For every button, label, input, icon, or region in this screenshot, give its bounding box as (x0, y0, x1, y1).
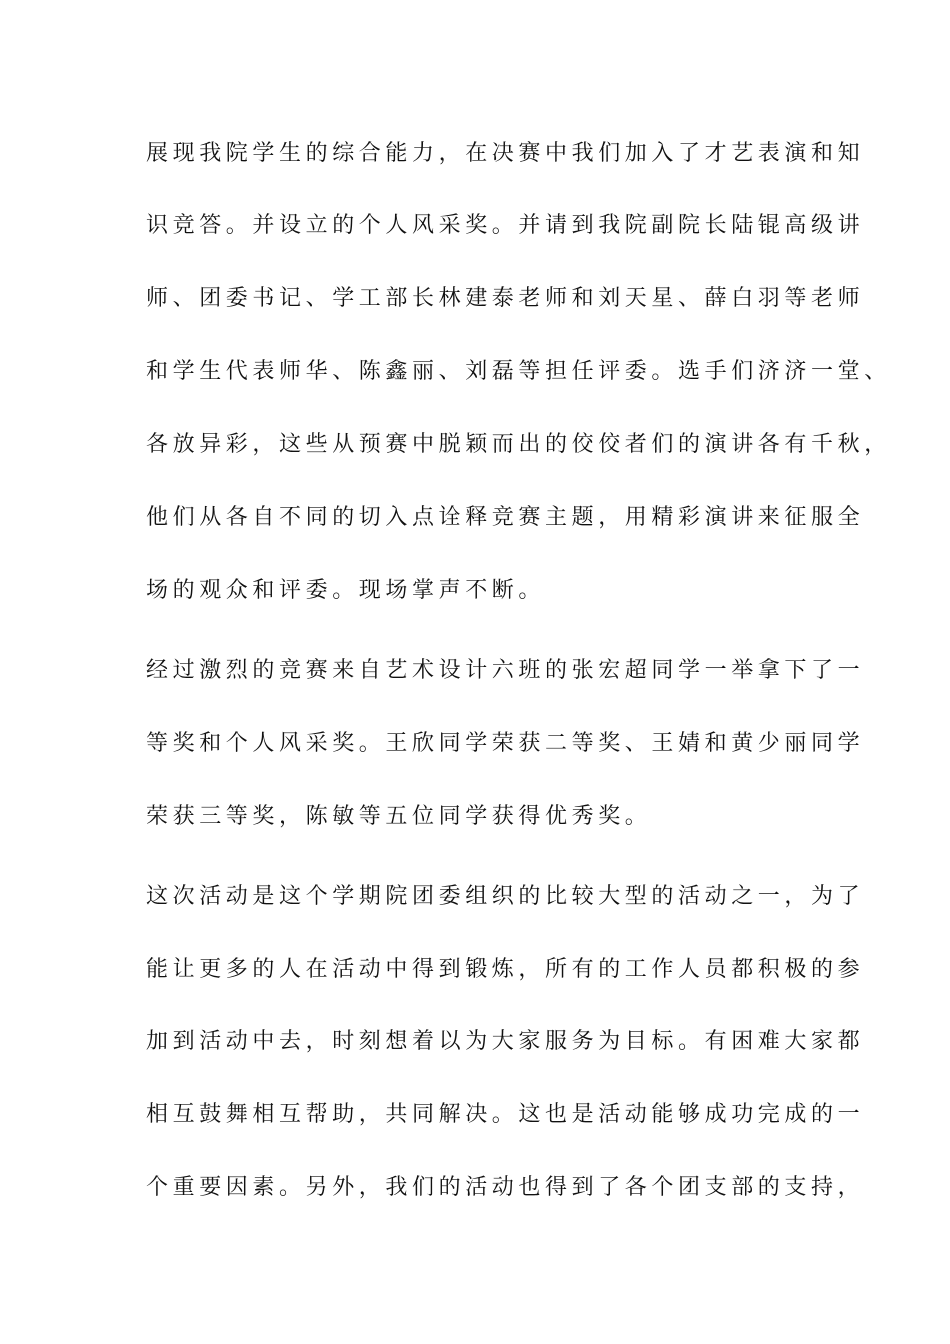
text-line: 个重要因素。另外，我们的活动也得到了各个团支部的支持， (146, 1175, 865, 1200)
text-line: 加到活动中去，时刻想着以为大家服务为目标。有困难大家都 (146, 1029, 865, 1054)
text-line: 荣获三等奖，陈敏等五位同学获得优秀奖。 (146, 804, 652, 829)
text-line: 展现我院学生的综合能力，在决赛中我们加入了才艺表演和知 (146, 141, 865, 166)
text-line: 能让更多的人在活动中得到锻炼，所有的工作人员都积极的参 (146, 957, 865, 982)
text-line: 他们从各自不同的切入点诠释竞赛主题，用精彩演讲来征服全 (146, 505, 865, 530)
text-line: 师、团委书记、学工部长林建泰老师和刘天星、薛白羽等老师 (146, 286, 865, 311)
text-line: 这次活动是这个学期院团委组织的比较大型的活动之一，为了 (146, 884, 865, 909)
text-line: 各放异彩，这些从预赛中脱颖而出的佼佼者们的演讲各有千秋， (146, 432, 891, 457)
text-line: 等奖和个人风采奖。王欣同学荣获二等奖、王婧和黄少丽同学 (146, 731, 865, 756)
text-line: 识竞答。并设立的个人风采奖。并请到我院副院长陆锟高级讲 (146, 213, 865, 238)
text-line: 场的观众和评委。现场掌声不断。 (146, 578, 546, 603)
text-line: 相互鼓舞相互帮助，共同解决。这也是活动能够成功完成的一 (146, 1102, 865, 1127)
text-line: 经过激烈的竞赛来自艺术设计六班的张宏超同学一举拿下了一 (146, 658, 865, 683)
text-line: 和学生代表师华、陈鑫丽、刘磊等担任评委。选手们济济一堂、 (146, 359, 891, 384)
